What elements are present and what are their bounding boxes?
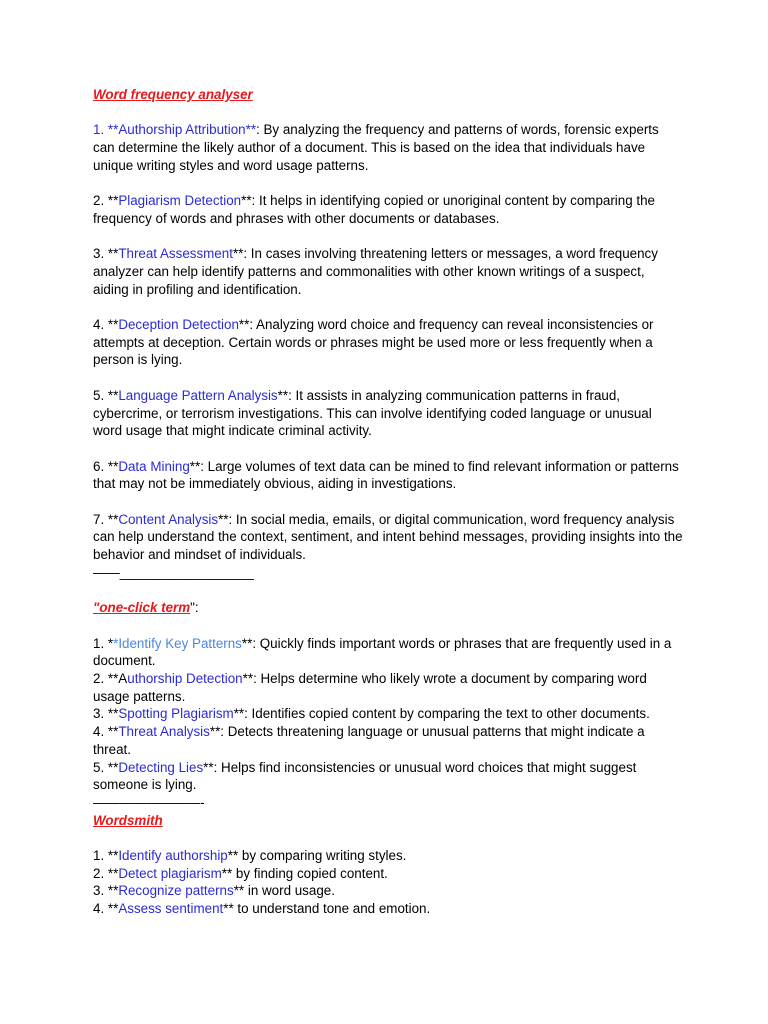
item-number: 5. ** [93,759,119,775]
item-description: **: Quickly finds important words or phrases that are frequently used in a document. [93,635,672,669]
list-item [93,865,683,883]
item-description: **: In cases involving threatening letters or messages, a word frequency analyzer can help identify patterns and commonalities with other known writings of a suspect, aiding in profiling and identification. [93,246,658,297]
list-item [93,511,683,564]
item-number: 7. ** [93,511,119,527]
list-item [93,316,683,369]
separator-line: ————————- [93,794,205,810]
item-description: ** by comparing writing styles. [227,848,407,864]
item-term: Detect plagiarism [118,865,222,881]
item-number: 4. ** [93,724,119,740]
heading-tail: ": [190,600,199,616]
item-description: : By analyzing the frequency and patterns of words, forensic experts can determine the likely author of a document. This is based on the idea that individuals have unique writing styles and word usage patterns. [93,122,659,173]
item-number: 5. ** [93,387,119,403]
item-term: Authorship Attribution** [118,122,257,138]
document-page [93,86,683,918]
list-item [93,882,683,900]
list-item [93,705,683,723]
item-description: **: It assists in analyzing communication patterns in fraud, cybercrime, or terrorism investigations. This can involve identifying coded language or unusual word usage that might indicate criminal activity. [93,387,652,439]
list-item [93,759,683,794]
item-number: 6. ** [93,458,119,474]
item-description: ** by finding copied content. [221,865,388,881]
item-term: Plagiarism Detection [118,193,242,209]
section-heading-one-click-term-line [93,599,683,617]
section-heading-word-frequency-analyser: Word frequency analyser [93,87,253,102]
list-item [93,192,683,227]
list-item [93,387,683,440]
item-description: **: In social media, emails, or digital communication, word frequency analysis can help understand the context, sentiment, and intent behind messages, providing insights into the behavior and mindset of individuals. [93,511,683,563]
item-description: ** to understand tone and emotion. [223,901,431,917]
list-item [93,458,683,493]
item-number: 2. ** [93,193,119,209]
item-description: **: Large volumes of text data can be mined to find relevant information or patterns that may not be immediately obvious, aiding in investigations. [93,458,679,492]
list-item [93,670,683,705]
item-term: uthorship Detection [127,671,243,687]
list-item [93,900,683,918]
list-item [93,635,683,670]
item-term: Detecting Lies [118,759,204,775]
item-number: 3. ** [93,883,119,899]
list-item [93,245,683,298]
item-term: Identify authorship [118,848,228,864]
item-description: **: It helps in identifying copied or unoriginal content by comparing the frequency of words and phrases with other documents or databases. [93,193,655,226]
list-item [93,121,683,174]
item-term: Threat Analysis [118,724,210,740]
item-number: 2. **A [93,671,128,687]
item-term: Spotting Plagiarism [118,706,234,722]
item-term: Assess sentiment [118,901,224,917]
list-item [93,723,683,758]
section-heading-one-click-term: "one-click term [93,600,191,616]
item-number: 2. ** [93,865,119,881]
item-description: **: Helps find inconsistencies or unusual word choices that might suggest someone is lying. [93,759,637,793]
item-description: **: Analyzing word choice and frequency can reveal inconsistencies or attempts at deception. Certain words or phrases might be used more or less frequently when a person is lying. [93,317,654,368]
item-term: Threat Assessment [118,246,233,262]
item-term: Data Mining [118,458,190,474]
item-term: Content Analysis [118,511,219,527]
item-term: Recognize patterns [118,883,234,899]
list-item [93,847,683,865]
item-description: **: Helps determine who likely wrote a document by comparing word usage patterns. [93,671,647,704]
item-term: Deception Detection [118,317,239,333]
item-number: 3. ** [93,246,119,262]
item-description: **: Identifies copied content by comparing the text to other documents. [233,706,650,722]
item-number: 4. ** [93,317,119,333]
item-number: 1. ** [93,848,119,864]
item-description: **: Detects threatening language or unusual patterns that might indicate a threat. [93,724,645,757]
item-number: 4. ** [93,901,119,917]
separator-line: ——__________________ [93,564,254,580]
item-description: ** in word usage. [233,883,335,899]
section-heading-wordsmith: Wordsmith [93,812,163,828]
item-term: *Identify Key Patterns [113,635,242,651]
item-number: 1. * [93,635,114,651]
item-number: 1. ** [93,122,119,138]
item-number: 3. ** [93,706,119,722]
item-term: Language Pattern Analysis [118,387,278,403]
